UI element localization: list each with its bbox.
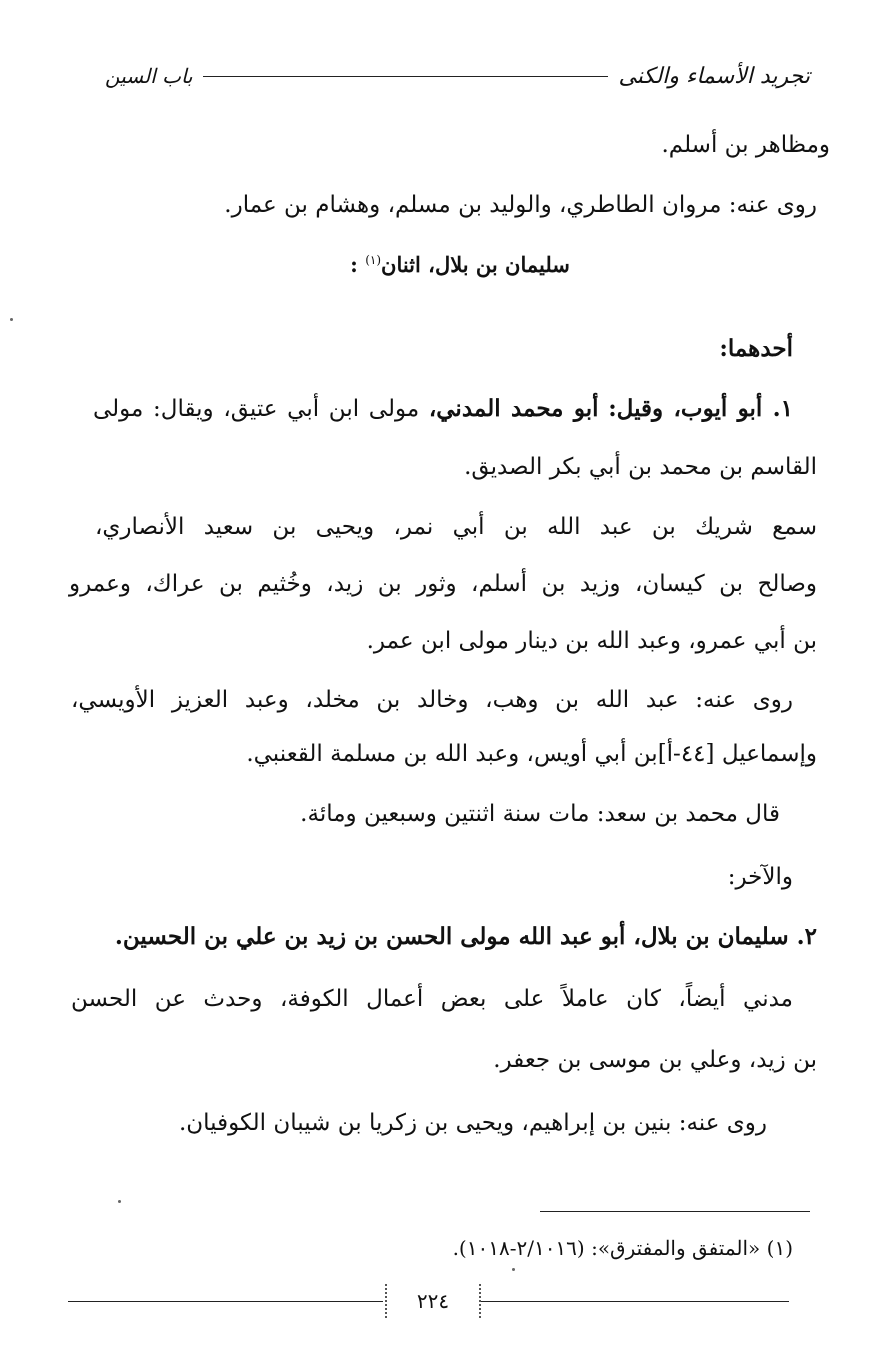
- section-heading-text: سليمان بن بلال، اثنان: [381, 252, 570, 277]
- bottom-rule-right: [479, 1301, 789, 1302]
- running-header: [105, 56, 810, 96]
- text-line-2: روى عنه: مروان الطاطري، والوليد بن مسلم، وهشام بن عمار.: [224, 192, 817, 218]
- entry-1-name: ١. أبو أيوب، وقيل:: [608, 395, 793, 422]
- header-rule: [203, 76, 609, 77]
- scan-speck: [118, 1200, 121, 1203]
- text-line-13: والآخر:: [727, 864, 793, 890]
- entry-2-title-line: ٢. سليمان بن بلال، أبو عبد الله مولى الحسن بن زيد بن علي بن الحسين.: [114, 923, 817, 950]
- chapter-title: باب السين: [105, 64, 193, 88]
- footnote-ref: (١): [365, 253, 382, 267]
- bottom-rule-left: [68, 1301, 383, 1302]
- entry-1-kunya: أبو محمد المدني،: [428, 395, 599, 422]
- text-line-8: وصالح بن كيسان، وزيد بن أسلم، وثور بن زيد، وخُثيم بن عراك، وعمرو: [69, 571, 817, 597]
- scan-speck: [10, 318, 13, 321]
- text-line-16: بن زيد، وعلي بن موسى بن جعفر.: [493, 1047, 817, 1073]
- text-line-6: القاسم بن محمد بن أبي بكر الصديق.: [464, 454, 817, 480]
- page-number: ٢٢٤: [385, 1284, 481, 1318]
- text-line-7: سمع شريك بن عبد الله بن أبي نمر، ويحيى بن سعيد الأنصاري،: [95, 514, 817, 540]
- text-line-9: بن أبي عمرو، وعبد الله بن دينار مولى ابن عمر.: [366, 628, 817, 654]
- entry-1-rest: مولى ابن أبي عتيق، ويقال: مولى: [93, 396, 420, 422]
- text-line-10: روى عنه: عبد الله بن وهب، وخالد بن مخلد، وعبد العزيز الأويسي،: [71, 687, 793, 713]
- entry-1-title-line: [93, 392, 793, 426]
- text-line-15: مدني أيضاً، كان عاملاً على بعض أعمال الكوفة، وحدث عن الحسن: [71, 986, 793, 1012]
- text-line-1: ومظاهر بن أسلم.: [661, 132, 830, 158]
- section-heading-colon: :: [350, 252, 358, 277]
- footnote-rule: [540, 1211, 810, 1212]
- book-title: تجريد الأسماء والكنى: [618, 63, 810, 89]
- section-heading: [200, 252, 720, 277]
- text-line-4: أحدهما:: [719, 335, 793, 362]
- footnote-text: (١) «المتفق والمفترق»: (٢/١٠١٦-١٠١٨).: [452, 1236, 793, 1260]
- text-line-12: قال محمد بن سعد: مات سنة اثنتين وسبعين ومائة.: [300, 801, 780, 827]
- text-line-11: وإسماعيل [٤٤-أ]بن أبي أويس، وعبد الله بن مسلمة القعنبي.: [246, 741, 817, 767]
- scan-speck: [512, 1268, 515, 1271]
- text-line-17: روى عنه: بنين بن إبراهيم، ويحيى بن زكريا بن شيبان الكوفيان.: [178, 1110, 767, 1136]
